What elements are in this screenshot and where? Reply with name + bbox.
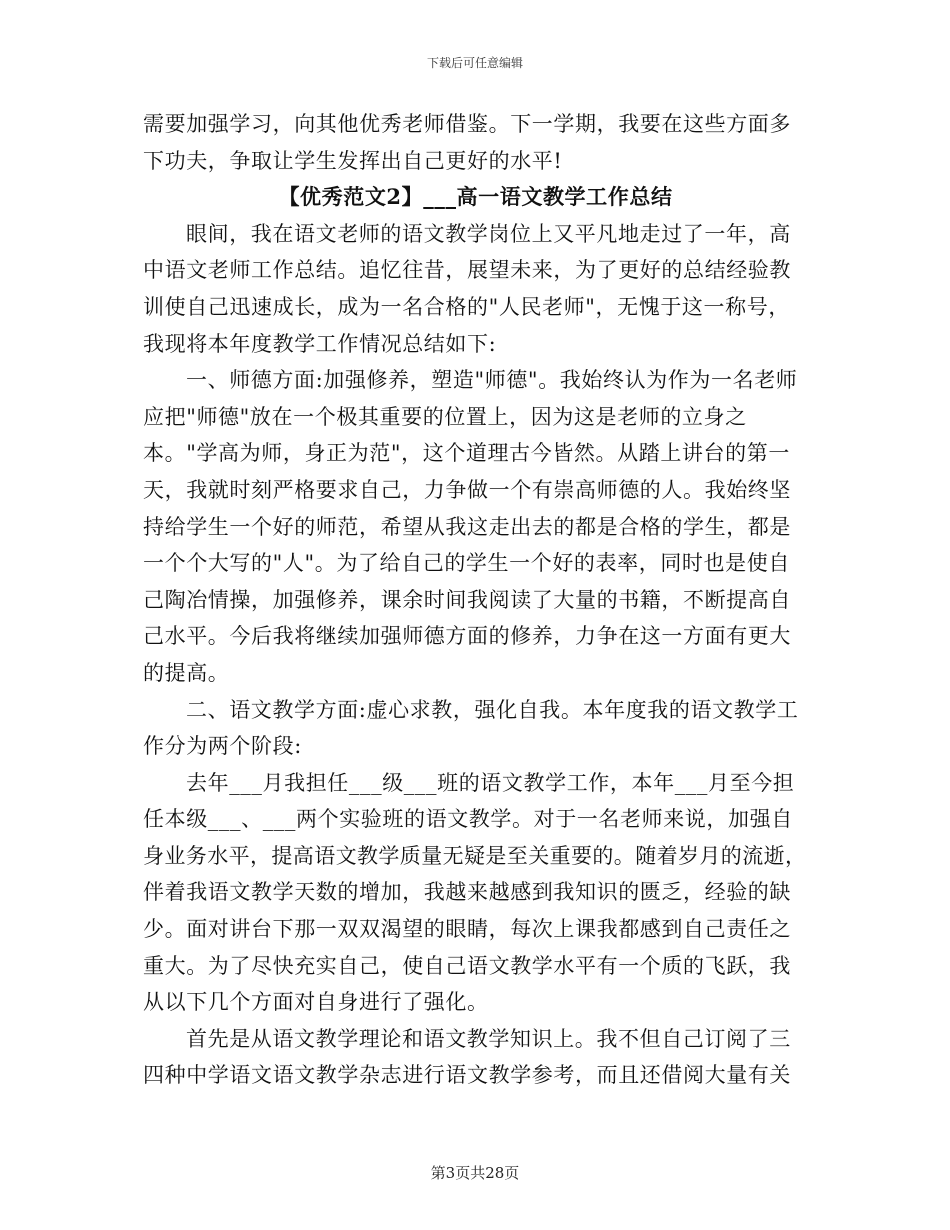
body-line: 从以下几个方面对自身进行了强化。 [143, 990, 489, 1015]
body-line: 本。"学高为师，身正为范"，这个道理古今皆然。从踏上讲台的第一 [143, 441, 790, 466]
body-line: 重大。为了尽快充实自己，使自己语文教学水平有一个质的飞跃，我 [143, 953, 791, 978]
body-line: 己水平。今后我将继续加强师德方面的修养，力争在这一方面有更大 [143, 624, 791, 649]
body-line: 天，我就时刻严格要求自己，力争做一个有崇高师德的人。我始终坚 [143, 477, 791, 502]
body-line: 任本级___、___两个实验班的语文教学。对于一名老师来说，加强自 [143, 807, 793, 832]
document-body [143, 106, 808, 1094]
section-title: 【优秀范文2】___高一语文教学工作总结 [278, 184, 673, 210]
paragraph-first-line: 二、语文教学方面:虚心求教，强化自我。本年度我的语文教学工 [186, 697, 799, 722]
paragraph-first-line: 眼间，我在语文老师的语文教学岗位上又平凡地走过了一年，高 [186, 221, 791, 246]
body-line: 的提高。 [143, 660, 230, 685]
body-line: 我现将本年度教学工作情况总结如下: [143, 331, 497, 356]
body-line: 训使自己迅速成长，成为一名合格的"人民老师"，无愧于这一称号， [143, 294, 790, 319]
body-line: 身业务水平，提高语文教学质量无疑是至关重要的。随着岁月的流逝， [143, 843, 807, 868]
body-line: 作分为两个阶段: [143, 734, 302, 759]
body-line: 己陶冶情操，加强修养，课余时间我阅读了大量的书籍，不断提高自 [143, 587, 791, 612]
body-line: 伴着我语文教学天数的增加，我越来越感到我知识的匮乏，经验的缺 [143, 880, 791, 905]
paragraph-first-line: 去年___月我担任___级___班的语文教学工作，本年___月至今担 [186, 770, 795, 795]
body-line: 一个个大写的"人"。为了给自己的学生一个好的表率，同时也是使自 [143, 551, 790, 576]
page-header: 下载后可任意编辑 [426, 56, 523, 70]
body-line: 应把"师德"放在一个极其重要的位置上，因为这是老师的立身之 [143, 404, 747, 429]
body-line: 少。面对讲台下那一双双渴望的眼睛，每次上课我都感到自己责任之 [143, 917, 791, 942]
paragraph-first-line: 首先是从语文教学理论和语文教学知识上。我不但自己订阅了三 [186, 1026, 791, 1051]
body-line: 四种中学语文语文教学杂志进行语文教学参考，而且还借阅大量有关 [143, 1063, 791, 1088]
paragraph-first-line: 一、师德方面:加强修养，塑造"师德"。我始终认为作为一名老师 [186, 368, 798, 393]
body-line: 需要加强学习，向其他优秀老师借鉴。下一学期，我要在这些方面多 [143, 112, 791, 136]
page-footer: 第3页共28页 [430, 1164, 520, 1182]
body-line: 中语文老师工作总结。追忆往昔，展望未来，为了更好的总结经验教 [143, 258, 791, 283]
body-line: 持给学生一个好的师范，希望从我这走出去的都是合格的学生，都是 [143, 514, 791, 539]
body-line: 下功夫，争取让学生发挥出自己更好的水平! [143, 148, 563, 173]
